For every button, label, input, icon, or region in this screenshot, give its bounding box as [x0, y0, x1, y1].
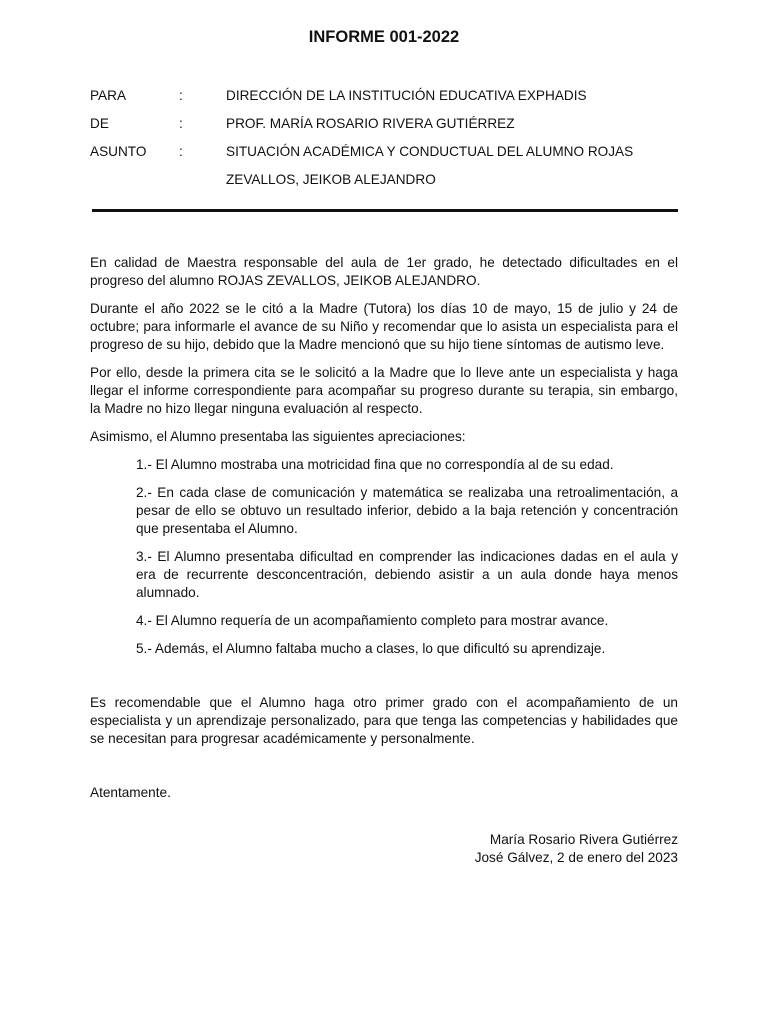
request-paragraph: Por ello, desde la primera cita se le solicitó a la Madre que lo lleve ante un especialista y haga llegar el informe correspondiente para acompañar su progreso durante su terapia, sin embargo, la Madre no hizo llegar ninguna evaluación al respecto. [90, 365, 678, 416]
asunto-colon: : [179, 144, 183, 159]
report-body [90, 254, 678, 802]
para-colon: : [179, 88, 183, 103]
observation-item-2: 2.- En cada clase de comunicación y matemática se realizaba una retroalimentación, a pesar de ello se obtuvo un resultado inferior, debido a la baja retención y concentración que presentaba el Alumno. [136, 485, 678, 536]
asunto-value: SITUACIÓN ACADÉMICA Y CONDUCTUAL DEL ALUMNO ROJAS ZEVALLOS, JEIKOB ALEJANDRO [226, 144, 634, 187]
report-title: INFORME 001-2022 [308, 28, 460, 46]
asunto-label: ASUNTO [90, 144, 147, 159]
citations-paragraph: Durante el año 2022 se le citó a la Madre (Tutora) los días 10 de mayo, 15 de julio y 24 de octubre; para informarle el avance de su Niño y recomendar que lo asista un especialista para el progreso de su hijo, debido que la Madre mencionó que su hijo tiene síntomas de autismo leve. [90, 301, 678, 352]
signature-name: María Rosario Rivera Gutiérrez [489, 832, 678, 847]
de-value: PROF. MARÍA ROSARIO RIVERA GUTIÉRREZ [226, 116, 515, 131]
observation-item-3: 3.- El Alumno presentaba dificultad en comprender las indicaciones dadas en el aula y era de recurrente desconcentración, debiendo asistir a un aula donde haya menos alumnado. [136, 549, 678, 600]
signature-place-date: José Gálvez, 2 de enero del 2023 [474, 850, 678, 865]
observation-item-5: 5.- Además, el Alumno faltaba mucho a clases, lo que dificultó su aprendizaje. [136, 641, 606, 656]
header-divider [92, 209, 678, 212]
para-value: DIRECCIÓN DE LA INSTITUCIÓN EDUCATIVA EXPHADIS [226, 88, 587, 103]
de-label: DE [90, 116, 109, 131]
de-colon: : [179, 116, 183, 131]
signature-block [475, 831, 678, 867]
observation-item-4: 4.- El Alumno requería de un acompañamiento completo para mostrar avance. [136, 613, 609, 628]
intro-paragraph: En calidad de Maestra responsable del aula de 1er grado, he detectado dificultades en el progreso del alumno ROJAS ZEVALLOS, JEIKOB ALEJANDRO. [90, 255, 678, 288]
observations-intro: Asimismo, el Alumno presentaba las siguientes apreciaciones: [90, 429, 466, 444]
para-label: PARA [90, 88, 127, 103]
recommendation-paragraph: Es recomendable que el Alumno haga otro primer grado con el acompañamiento de un especialista y un aprendizaje personalizado, para que tenga las competencias y habilidades que se necesitan para progresar académicamente y personalmente. [90, 695, 678, 746]
observation-item-1: 1.- El Alumno mostraba una motricidad fina que no correspondía al de su edad. [136, 457, 614, 472]
closing-salutation: Atentamente. [90, 785, 171, 800]
